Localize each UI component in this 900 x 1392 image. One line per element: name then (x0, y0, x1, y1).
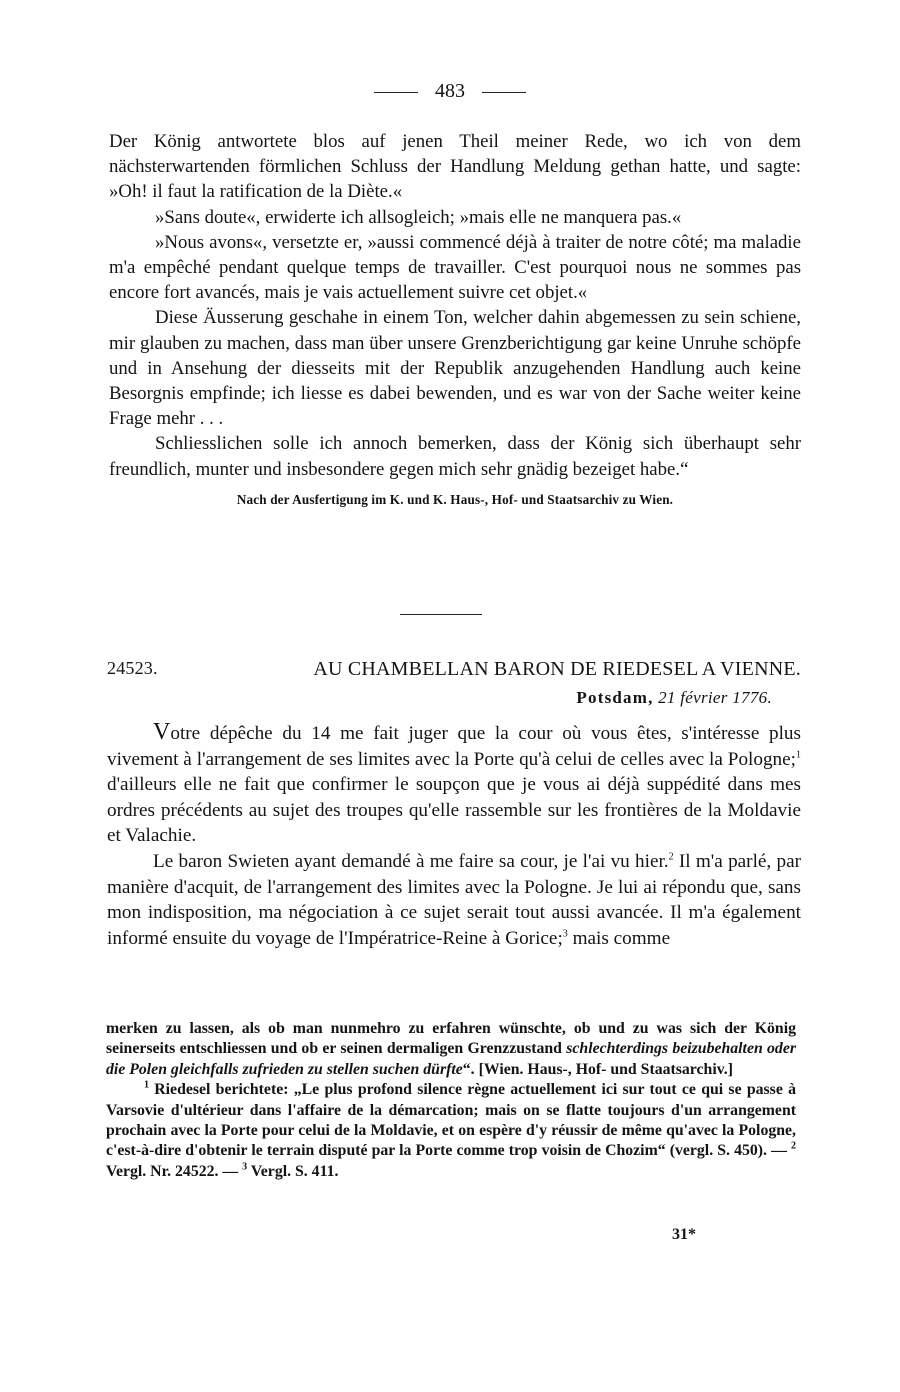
footnote-text: Riedesel berichtete: „Le plus profond silence règne actuellement ici sur tout ce qui se passe à Varsovie d'ultérieur dans l'affaire de la démarcation; mais on se flatte toujours d'un arrangement prochain avec la Porte pour celui de la Moldavie, et on espère d'y réussir de même qu'avec la Pologne, c'est-à-dire d'obtenir le terrain disputé par la Porte comme trop voisin de Chozim“ (vergl. S. 450). — (106, 1081, 796, 1160)
paragraph-text: Le baron Swieten ayant demandé à me faire sa cour, je l'ai vu hier. (153, 850, 669, 872)
footnote-mark: 1 (144, 1079, 149, 1091)
footnote-text-italic: schlechterdings beizubehalten oder die Polen gleichfalls zufrieden zu stellen suchen dürfte (106, 1040, 796, 1078)
paragraph-text: Il m'a parlé, par manière d'acquit, de l'arrangement des limites avec la Pologne. Je lui ai répondu que, sans mon indisposition, ma négociation à ce sujet serait tout aussi avancée. Il m'a également informé ensuite du voyage de l'Impératrice-Reine à Gorice; (107, 850, 801, 949)
document-heading (107, 658, 801, 681)
paragraph: Der König antwortete blos auf jenen Theil meiner Rede, wo ich von dem nächsterwartenden förmlichen Schluss der Handlung Meldung gethan hatte, und sagte: »Oh! il faut la ratification de la Diète.« (109, 131, 801, 203)
paragraph-text: mais comme (567, 927, 671, 949)
header-rule-right (482, 92, 526, 93)
footnote-text: merken zu lassen, als ob man nunmehro zu erfahren wünschte, ob und zu was sich der König seinerseits entschliessen und ob er seinen dermaligen Grenzzustand (106, 1020, 796, 1058)
dateline-place: Potsdam, (576, 688, 654, 707)
footnote-text: Vergl. Nr. 24522. — (106, 1162, 243, 1180)
source-note: Nach der Ausfertigung im K. und K. Haus-, Hof- und Staatsarchiv zu Wien. (236, 491, 674, 507)
header-rule-left (374, 92, 418, 93)
paragraph: »Sans doute«, erwiderte ich allsogleich; »mais elle ne manquera pas.« (155, 206, 682, 228)
paragraph-text: otre dépêche du 14 me fait juger que la cour où vous êtes, s'intéresse plus vivement à l'arrangement de ses limites avec la Porte qu'à celui de celles avec la Pologne; (107, 723, 801, 770)
dateline-date: 21 février 1776. (658, 688, 772, 707)
paragraph-text: d'ailleurs elle ne fait que confirmer le soupçon que je vous ai déjà suppédité dans mes ordres précédents au sujet des troupes qu'elle rassemble sur les frontières de la Moldavie et Valachie. (107, 774, 801, 847)
signature-mark: 31* (672, 1226, 696, 1243)
footnote-ref[interactable]: 3 (562, 928, 568, 940)
paragraph (107, 849, 801, 951)
section-divider (400, 614, 482, 615)
footnote-continuation (106, 1019, 796, 1080)
paragraph: Diese Äusserung geschahe in einem Ton, welcher dahin abgemessen zu sein schiene, mir glauben zu machen, dass man über unsere Grenzberichtigung gar keine Unruhe schöpfe und in Ansehung der diesseits mit der Republik anzugehenden Handlung auch keine Besorgnis empfinde; ich liesse es dabei bewenden, und es war von der Sache weiter keine Frage mehr . . . (109, 307, 801, 430)
paragraph (107, 720, 801, 849)
letter-body (107, 720, 801, 951)
page-header (0, 80, 900, 103)
footnote-text: “. [Wien. Haus-, Hof- und Staatsarchiv.] (462, 1060, 733, 1078)
document-title: AU CHAMBELLAN BARON DE RIEDESEL A VIENNE. (313, 658, 801, 680)
footnote-ref[interactable]: 1 (796, 749, 801, 761)
paragraph: Schliesslichen solle ich annoch bemerken, dass der König sich überhaupt sehr freundlich, munter und insbesondere gegen mich sehr gnädig bezeiget habe.“ (109, 433, 801, 480)
footnote-ref[interactable]: 2 (668, 851, 674, 863)
footnote-mark: 3 (242, 1161, 248, 1173)
page-number: 483 (435, 80, 465, 102)
footnote-mark: 2 (791, 1141, 796, 1153)
initial-letter: V (153, 719, 171, 745)
letter-continuation (109, 129, 801, 512)
footnote-list (106, 1080, 796, 1182)
document-number: 24523. (107, 658, 158, 678)
dateline (576, 688, 772, 708)
paragraph: »Nous avons«, versetzte er, »aussi commencé déjà à traiter de notre côté; ma maladie m'a empêché pendant quelque temps de travailler. C'est pourquoi nous ne sommes pas encore fort avancés, mais je vais actuellement suivre cet objet.« (109, 231, 801, 304)
footnote-text: Vergl. S. 411. (247, 1162, 339, 1180)
footnotes (106, 1019, 796, 1182)
